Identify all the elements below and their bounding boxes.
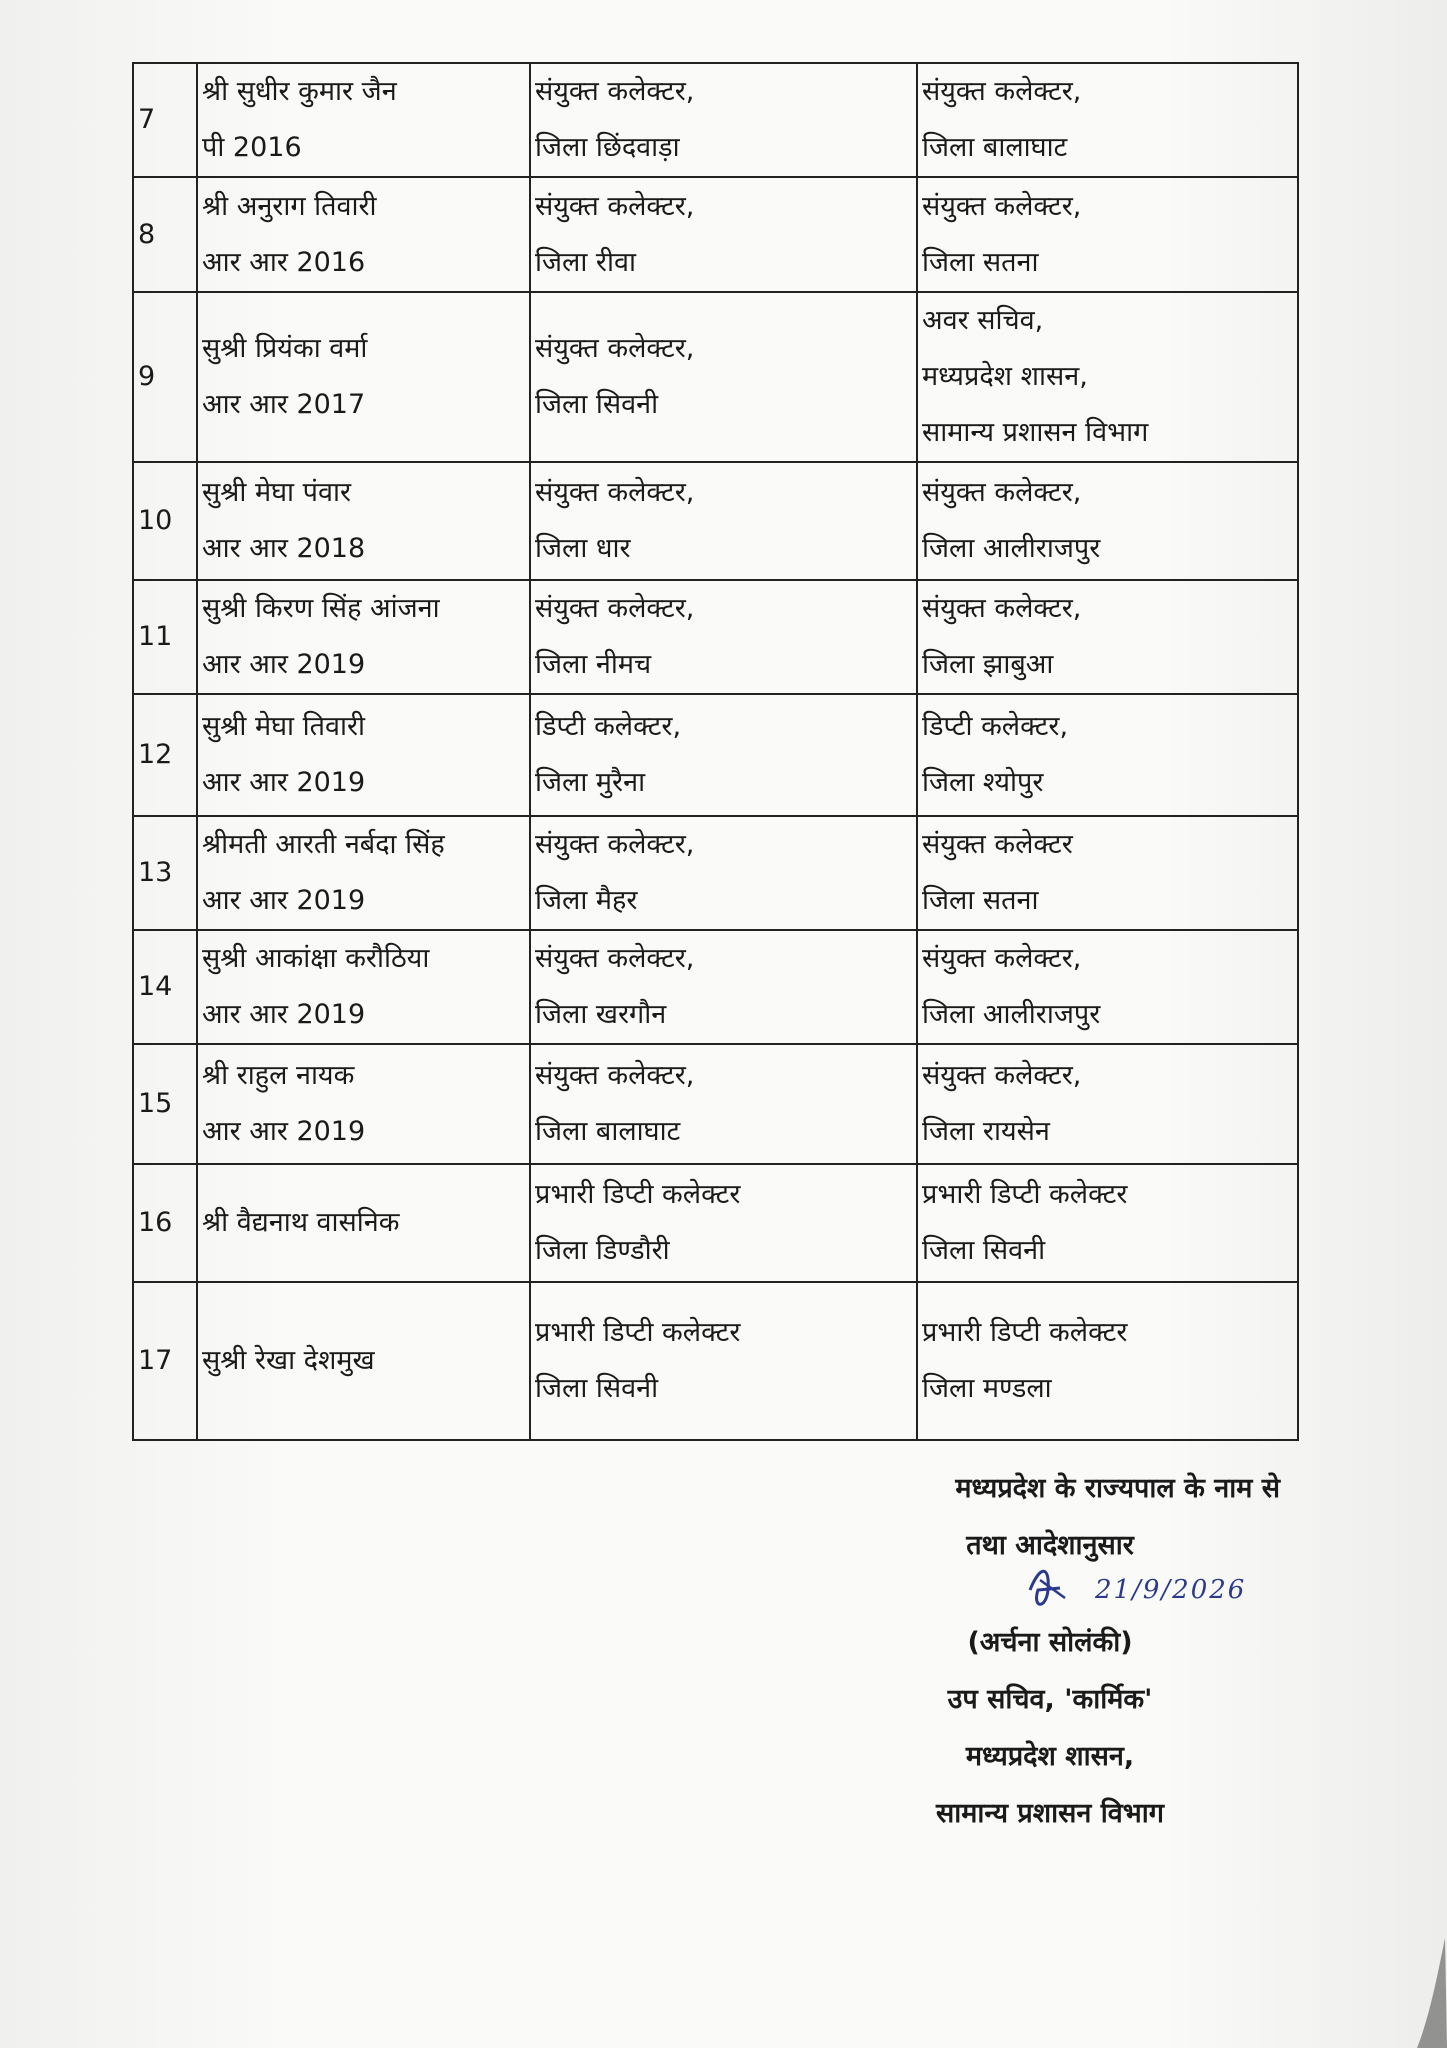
table-row [133,462,1298,580]
signature-block [820,1460,1280,1842]
new-posting-line: जिला आलीराजपुर [922,533,1101,564]
current-posting-line: संयुक्त कलेक्टर, [535,1060,695,1091]
new-posting-line: संयुक्त कलेक्टर, [922,593,1082,624]
officer-cell [197,1044,530,1164]
new-posting [917,1282,1298,1440]
officer-name: सुश्री मेघा पंवार [202,477,352,508]
officer-cell [197,462,530,580]
officer-batch: आर आर 2017 [202,389,366,420]
table-row [133,816,1298,930]
current-posting-line: जिला धार [535,533,631,564]
current-posting [530,816,917,930]
current-posting-line: जिला सिवनी [535,389,659,420]
current-posting [530,694,917,816]
new-posting-line: प्रभारी डिप्टी कलेक्टर [922,1317,1128,1348]
officer-batch: आर आर 2016 [202,246,366,278]
officer-cell [197,63,530,177]
officer-cell [197,177,530,292]
current-posting [530,292,917,462]
new-posting [917,1164,1298,1282]
officer-batch: आर आर 2018 [202,533,366,564]
serial-number: 9 [133,292,197,462]
current-posting [530,1164,917,1282]
officer-cell [197,580,530,694]
new-posting-line: जिला रायसेन [922,1116,1050,1147]
new-posting-line: जिला सिवनी [922,1235,1046,1266]
officer-name: श्री राहुल नायक [202,1060,355,1091]
current-posting [530,177,917,292]
officer-batch: आर आर 2019 [202,999,366,1030]
serial-number: 15 [133,1044,197,1164]
current-posting-line: जिला सिवनी [535,1373,659,1404]
current-posting-line: जिला मैहर [535,885,638,916]
new-posting-line: संयुक्त कलेक्टर, [922,190,1082,222]
new-posting-line: संयुक्त कलेक्टर, [922,1060,1082,1091]
current-posting-line: संयुक्त कलेक्टर, [535,333,695,364]
new-posting-line: जिला श्योपुर [922,767,1044,798]
signature-date: 21/9/2026 [1095,1575,1247,1605]
new-posting-line: जिला सतना [922,246,1039,278]
current-posting-line: संयुक्त कलेक्टर, [535,829,695,860]
table-row [133,63,1298,177]
new-posting-line: अवर सचिव, [922,305,1044,336]
new-posting-line: जिला बालाघाट [922,132,1068,163]
new-posting [917,816,1298,930]
new-posting-line: संयुक्त कलेक्टर, [922,943,1082,974]
page-corner-shadow [1417,1938,1447,2048]
transfer-table-body [133,63,1298,1440]
serial-number: 7 [133,63,197,177]
new-posting [917,930,1298,1044]
officer-name: श्री अनुराग तिवारी [202,190,377,222]
new-posting-line: जिला झाबुआ [922,649,1054,680]
officer-name: सुश्री प्रियंका वर्मा [202,333,368,364]
officer-cell [197,816,530,930]
signatory-designation: उप सचिव, 'कार्मिक' [947,1684,1153,1715]
current-posting-line: जिला रीवा [535,246,636,278]
table-row [133,292,1298,462]
serial-number: 11 [133,580,197,694]
officer-name: सुश्री किरण सिंह आंजना [202,593,440,624]
current-posting [530,930,917,1044]
table-row [133,1164,1298,1282]
table-row [133,580,1298,694]
current-posting [530,1282,917,1440]
new-posting-line: जिला मण्डला [922,1373,1052,1404]
new-posting [917,580,1298,694]
current-posting-line: जिला छिंदवाड़ा [535,132,680,163]
current-posting-line: संयुक्त कलेक्टर, [535,593,695,624]
officer-cell [197,930,530,1044]
current-posting-line: संयुक्त कलेक्टर, [535,477,695,508]
officer-cell [197,1164,530,1282]
current-posting-line: प्रभारी डिप्टी कलेक्टर [535,1179,741,1210]
new-posting [917,63,1298,177]
new-posting [917,694,1298,816]
serial-number: 17 [133,1282,197,1440]
officer-batch: आर आर 2019 [202,885,366,916]
new-posting [917,177,1298,292]
new-posting-line: प्रभारी डिप्टी कलेक्टर [922,1179,1128,1210]
officer-batch: आर आर 2019 [202,767,366,798]
officer-name: श्रीमती आरती नर्बदा सिंह [202,829,445,860]
current-posting-line: जिला खरगौन [535,999,667,1030]
current-posting [530,580,917,694]
serial-number: 10 [133,462,197,580]
new-posting [917,462,1298,580]
officer-name: श्री सुधीर कुमार जैन [202,76,397,107]
signatory-department: सामान्य प्रशासन विभाग [936,1798,1164,1829]
current-posting-line: संयुक्त कलेक्टर, [535,943,695,974]
current-posting-line: जिला नीमच [535,649,652,680]
signature-order-line: तथा आदेशानुसार [966,1530,1134,1561]
serial-number: 12 [133,694,197,816]
table-row [133,1282,1298,1440]
serial-number: 8 [133,177,197,292]
new-posting-line: जिला सतना [922,885,1039,916]
officer-name: सुश्री रेखा देशमुख [202,1345,375,1376]
officer-batch: आर आर 2019 [202,1116,366,1147]
new-posting-line: संयुक्त कलेक्टर, [922,76,1082,107]
current-posting-line: संयुक्त कलेक्टर, [535,190,695,222]
new-posting-line: संयुक्त कलेक्टर, [922,477,1082,508]
serial-number: 14 [133,930,197,1044]
serial-number: 16 [133,1164,197,1282]
current-posting [530,1044,917,1164]
table-row [133,177,1298,292]
transfer-table [132,62,1299,1441]
officer-cell [197,694,530,816]
current-posting-line: संयुक्त कलेक्टर, [535,76,695,107]
signature-authority-line: मध्यप्रदेश के राज्यपाल के नाम से [955,1473,1280,1504]
current-posting-line: प्रभारी डिप्टी कलेक्टर [535,1317,741,1348]
new-posting-line: डिप्टी कलेक्टर, [922,711,1069,742]
officer-name: श्री वैद्यनाथ वासनिक [202,1207,400,1238]
new-posting-line: जिला आलीराजपुर [922,999,1101,1030]
current-posting-line: जिला डिण्डौरी [535,1235,670,1266]
current-posting [530,462,917,580]
officer-cell [197,292,530,462]
serial-number: 13 [133,816,197,930]
new-posting [917,292,1298,462]
signatory-government: मध्यप्रदेश शासन, [965,1741,1135,1772]
officer-batch: पी 2016 [202,132,302,163]
new-posting-line: मध्यप्रदेश शासन, [922,361,1088,392]
current-posting-line: डिप्टी कलेक्टर, [535,711,682,742]
current-posting-line: जिला मुरैना [535,767,646,798]
current-posting-line: जिला बालाघाट [535,1116,681,1147]
officer-name: सुश्री मेघा तिवारी [202,711,366,742]
officer-batch: आर आर 2019 [202,649,366,680]
table-row [133,694,1298,816]
new-posting-line: संयुक्त कलेक्टर [922,829,1073,860]
officer-name: सुश्री आकांक्षा करौठिया [202,943,430,974]
table-row [133,930,1298,1044]
officer-cell [197,1282,530,1440]
signatory-name: (अर्चना सोलंकी) [967,1627,1133,1658]
new-posting [917,1044,1298,1164]
table-row [133,1044,1298,1164]
current-posting [530,63,917,177]
new-posting-line: सामान्य प्रशासन विभाग [922,417,1149,448]
